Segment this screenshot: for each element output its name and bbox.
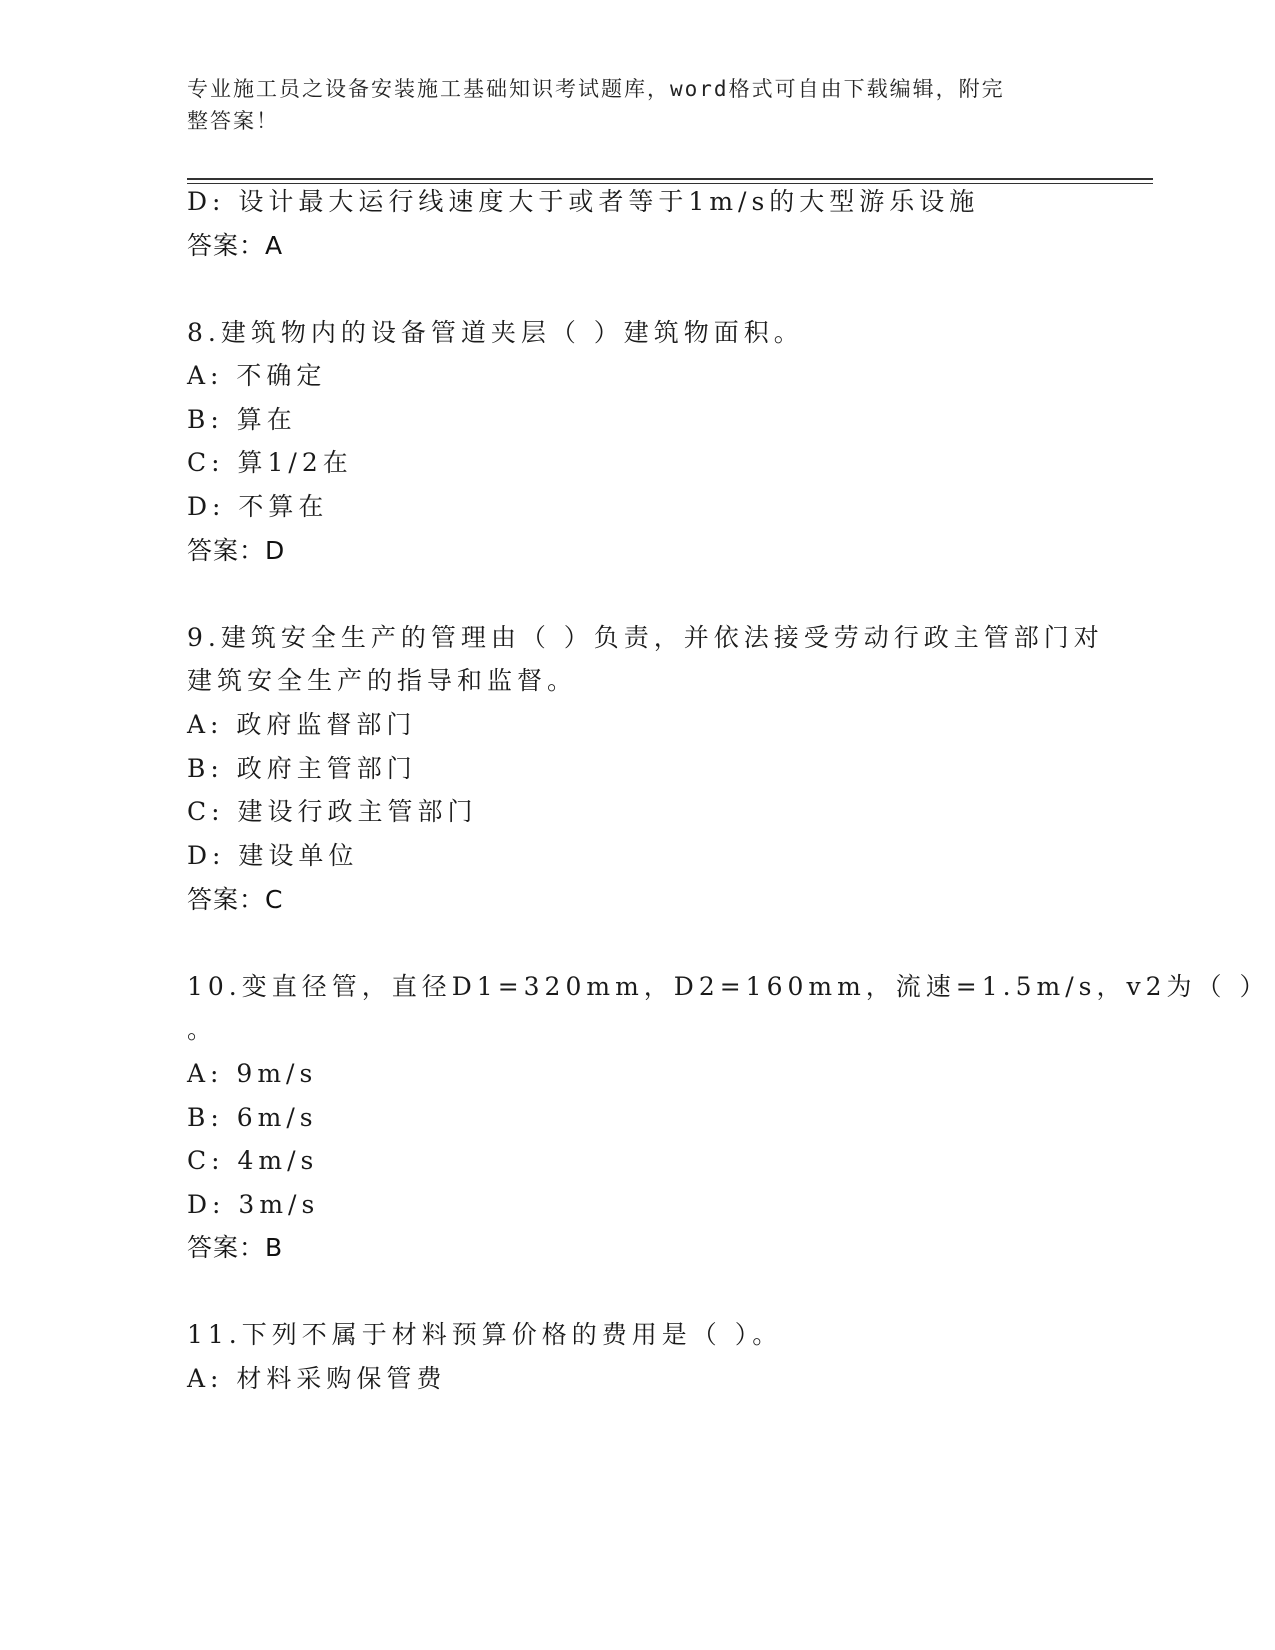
q7-answer: 答案：A — [187, 231, 284, 260]
q9-question-line2: 建筑安全生产的指导和监督。 — [187, 666, 578, 695]
document-header — [187, 73, 1067, 137]
q9-option-c: C: 建设行政主管部门 — [187, 797, 478, 826]
header-rule-thin — [187, 183, 1153, 184]
header-rule-thick — [187, 178, 1153, 180]
q10-question-line1: 10.变直径管，直径D1=320mm，D2=160mm，流速=1.5m/s，v2为（ ） — [187, 972, 1270, 1001]
q9-answer: 答案：C — [187, 885, 284, 914]
header-line-1: 专业施工员之设备安装施工基础知识考试题库，word格式可自由下载编辑，附完 — [187, 77, 1005, 101]
q9-option-d: D: 建设单位 — [187, 841, 359, 870]
header-line-2: 整答案！ — [187, 109, 279, 133]
q10-option-d: D: 3m/s — [187, 1190, 320, 1219]
q10-option-a: A: 9m/s — [187, 1059, 318, 1088]
q9-option-b: B: 政府主管部门 — [187, 754, 417, 783]
q8-option-a: A: 不确定 — [187, 361, 327, 390]
q10-question-line2: 。 — [187, 1015, 218, 1044]
q8-option-d: D: 不算在 — [187, 492, 329, 521]
q10-option-b: B: 6m/s — [187, 1103, 318, 1132]
q11-question: 11.下列不属于材料预算价格的费用是（ ）。 — [187, 1320, 783, 1349]
q10-option-c: C: 4m/s — [187, 1146, 319, 1175]
q7-option-d: D: 设计最大运行线速度大于或者等于1m/s的大型游乐设施 — [187, 187, 980, 216]
q11-option-a: A: 材料采购保管费 — [187, 1364, 447, 1393]
q10-answer: 答案：B — [187, 1233, 284, 1262]
q9-option-a: A: 政府监督部门 — [187, 710, 417, 739]
q8-option-b: B: 算在 — [187, 405, 297, 434]
q8-answer: 答案：D — [187, 536, 286, 565]
q8-question: 8.建筑物内的设备管道夹层（ ）建筑物面积。 — [187, 318, 804, 347]
q8-option-c: C: 算1/2在 — [187, 448, 353, 477]
q9-question-line1: 9.建筑安全生产的管理由（ ）负责，并依法接受劳动行政主管部门对 — [187, 623, 1104, 652]
